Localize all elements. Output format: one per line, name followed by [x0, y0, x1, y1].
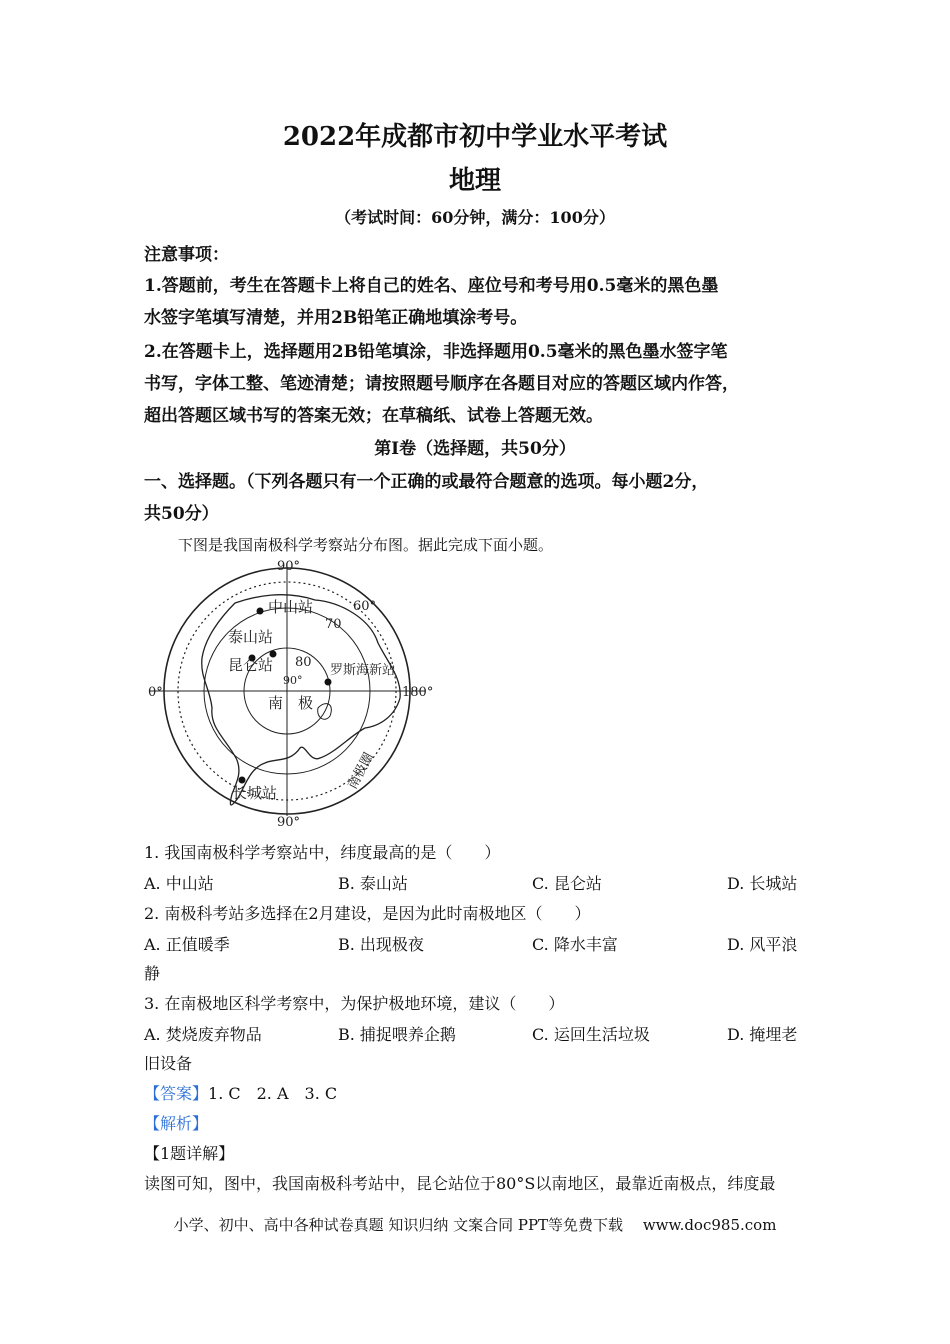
- question-3-stem: 3. 在南极地区科学考察中，为保护极地环境，建议（ ）: [144, 994, 565, 1013]
- notes-line: 2.在答题卡上，选择题用2B铅笔填涂，非选择题用0.5毫米的黑色墨水签字笔: [144, 342, 728, 362]
- zhongshan-dot: [257, 608, 264, 615]
- label-pole-deg: 90°: [283, 674, 303, 687]
- luosihai-dot: [325, 679, 332, 686]
- label-lat60: 60°: [353, 599, 377, 614]
- exam-info: （考试时间：60分钟，满分：100分）: [335, 208, 615, 227]
- question-2-stem: 2. 南极科考站多选择在2月建设，是因为此时南极地区（ ）: [144, 904, 591, 923]
- question-1-stem: 1. 我国南极科学考察站中，纬度最高的是（ ）: [144, 843, 501, 862]
- question-2-option-c[interactable]: C. 降水丰富: [532, 935, 618, 954]
- label-changcheng: 长城站: [232, 784, 278, 802]
- label-taishan: 泰山站: [228, 628, 274, 646]
- question-3-option-a[interactable]: A. 焚烧废弃物品: [144, 1025, 262, 1044]
- label-left: 0°: [148, 685, 163, 700]
- question-3-option-d[interactable]: D. 掩埋老: [727, 1025, 798, 1044]
- detail-heading: 【1题详解】: [144, 1144, 235, 1163]
- question-2-option-d[interactable]: D. 风平浪: [727, 935, 798, 954]
- label-right: 180°: [402, 685, 434, 700]
- notes-line: 书写，字体工整、笔迹清楚；请按照题号顺序在各题目对应的答题区域内作答，: [144, 374, 739, 394]
- notes-heading: 注意事项：: [144, 245, 229, 265]
- answer-text: 1. C 2. A 3. C: [208, 1084, 338, 1103]
- subject-title: 地理: [448, 166, 501, 196]
- question-1-option-b[interactable]: B. 泰山站: [338, 874, 408, 893]
- notes-line: 超出答题区域书写的答案无效；在草稿纸、试卷上答题无效。: [144, 406, 603, 426]
- section-title: 第Ⅰ卷（选择题，共50分）: [374, 439, 576, 459]
- question-3-option-c[interactable]: C. 运回生活垃圾: [532, 1025, 650, 1044]
- section-instruction: 一、选择题。（下列各题只有一个正确的或最符合题意的选项。每小题2分，: [144, 472, 709, 492]
- question-2-option-d-wrap: 静: [144, 964, 161, 983]
- label-zhongshan: 中山站: [268, 598, 314, 616]
- question-intro: 下图是我国南极科学考察站分布图。据此完成下面小题。: [178, 536, 554, 554]
- notes-line: 水签字笔填写清楚，并用2B铅笔正确地填涂考号。: [144, 308, 528, 328]
- question-2-option-a[interactable]: A. 正值暖季: [144, 935, 230, 954]
- changcheng-dot: [239, 777, 246, 784]
- label-bottom: 90°: [277, 815, 301, 830]
- answer-label: 【答案】: [144, 1084, 209, 1103]
- exam-title: 2022年成都市初中学业水平考试: [282, 122, 668, 152]
- label-kunlun: 昆仑站: [228, 656, 274, 674]
- answer-line: [144, 1081, 337, 1104]
- section-instruction: 共50分）: [144, 504, 219, 524]
- label-lat70: 70: [325, 617, 342, 632]
- notes-line: 1.答题前，考生在答题卡上将自己的姓名、座位号和考号用0.5毫米的黑色墨: [144, 276, 719, 296]
- label-luosihai: 罗斯海新站: [330, 663, 396, 678]
- question-2-option-b[interactable]: B. 出现极夜: [338, 935, 424, 954]
- question-1-option-d[interactable]: D. 长城站: [727, 874, 798, 893]
- analysis-label: 【解析】: [144, 1114, 209, 1133]
- label-pole: 南 极: [268, 694, 314, 712]
- label-antarctic-circle: 南极圈: [345, 750, 377, 792]
- footer-text[interactable]: 小学、初中、高中各种试卷真题 知识归纳 文案合同 PPT等免费下载 www.doc985.com: [173, 1216, 777, 1234]
- question-1-option-c[interactable]: C. 昆仑站: [532, 874, 602, 893]
- detail-text: 读图可知，图中，我国南极科考站中，昆仑站位于80°S以南地区，最靠近南极点，纬度最: [144, 1174, 776, 1193]
- question-3-option-b[interactable]: B. 捕捉喂养企鹅: [338, 1025, 456, 1044]
- antarctic-station-map: [140, 558, 440, 830]
- label-lat80: 80: [295, 655, 312, 670]
- question-1-option-a[interactable]: A. 中山站: [144, 874, 214, 893]
- label-top: 90°: [277, 559, 301, 574]
- question-3-option-d-wrap: 旧设备: [144, 1054, 193, 1073]
